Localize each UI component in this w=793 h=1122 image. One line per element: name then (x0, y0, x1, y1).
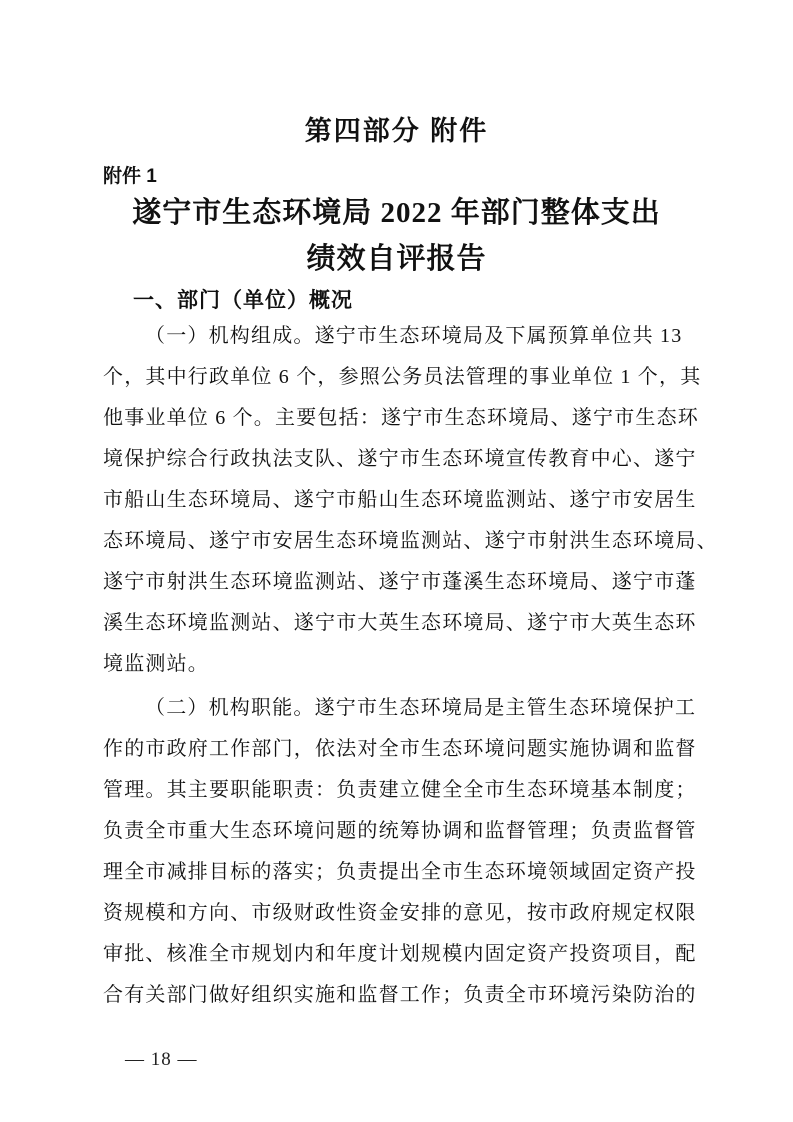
report-title (103, 190, 690, 282)
body-line: 他事业单位 6 个。主要包括：遂宁市生态环境局、遂宁市生态环 (103, 407, 699, 429)
body-line: 境保护综合行政执法支队、遂宁市生态环境宣传教育中心、遂宁 (103, 448, 697, 470)
body-line: 市船山生态环境局、遂宁市船山生态环境监测站、遂宁市安居生 (103, 489, 697, 511)
part-heading: 第四部分 附件 (304, 116, 489, 146)
body-line: 审批、核准全市规划内和年度计划规模内固定资产投资项目，配 (103, 943, 697, 965)
section-heading-overview: 一、部门（单位）概况 (133, 289, 353, 312)
body-line: 负责全市重大生态环境问题的统筹协调和监督管理；负责监督管 (103, 820, 697, 842)
body-line: 态环境局、遂宁市安居生态环境监测站、遂宁市射洪生态环境局、 (103, 530, 718, 552)
body-line: 个，其中行政单位 6 个，参照公务员法管理的事业单位 1 个，其 (103, 366, 702, 388)
report-title-line1: 遂宁市生态环境局 2022 年部门整体支出 (132, 197, 661, 229)
report-title-line2: 绩效自评报告 (306, 243, 487, 275)
body-line: 资规模和方向、市级财政性资金安排的意见，按市政府规定权限 (103, 902, 697, 924)
body-line: 管理。其主要职能职责：负责建立健全全市生态环境基本制度； (103, 779, 697, 801)
page-number: — 18 — (125, 1049, 198, 1070)
body-line: 遂宁市射洪生态环境监测站、遂宁市蓬溪生态环境局、遂宁市蓬 (103, 571, 697, 593)
body-line: 作的市政府工作部门，依法对全市生态环境问题实施协调和监督 (103, 738, 697, 760)
body-line: （一）机构组成。遂宁市生态环境局及下属预算单位共 13 (145, 325, 683, 347)
paragraph-org-composition (103, 316, 718, 685)
body-line: 理全市减排目标的落实；负责提出全市生态环境领域固定资产投 (103, 861, 697, 883)
body-line: 溪生态环境监测站、遂宁市大英生态环境局、遂宁市大英生态环 (103, 612, 697, 634)
body-line: （二）机构职能。遂宁市生态环境局是主管生态环境保护工 (145, 697, 697, 719)
paragraph-org-functions (103, 688, 697, 1016)
body-line: 合有关部门做好组织实施和监督工作；负责全市环境污染防治的 (103, 984, 697, 1006)
attachment-label: 附件 1 (103, 166, 157, 187)
body-line: 境监测站。 (103, 653, 209, 675)
